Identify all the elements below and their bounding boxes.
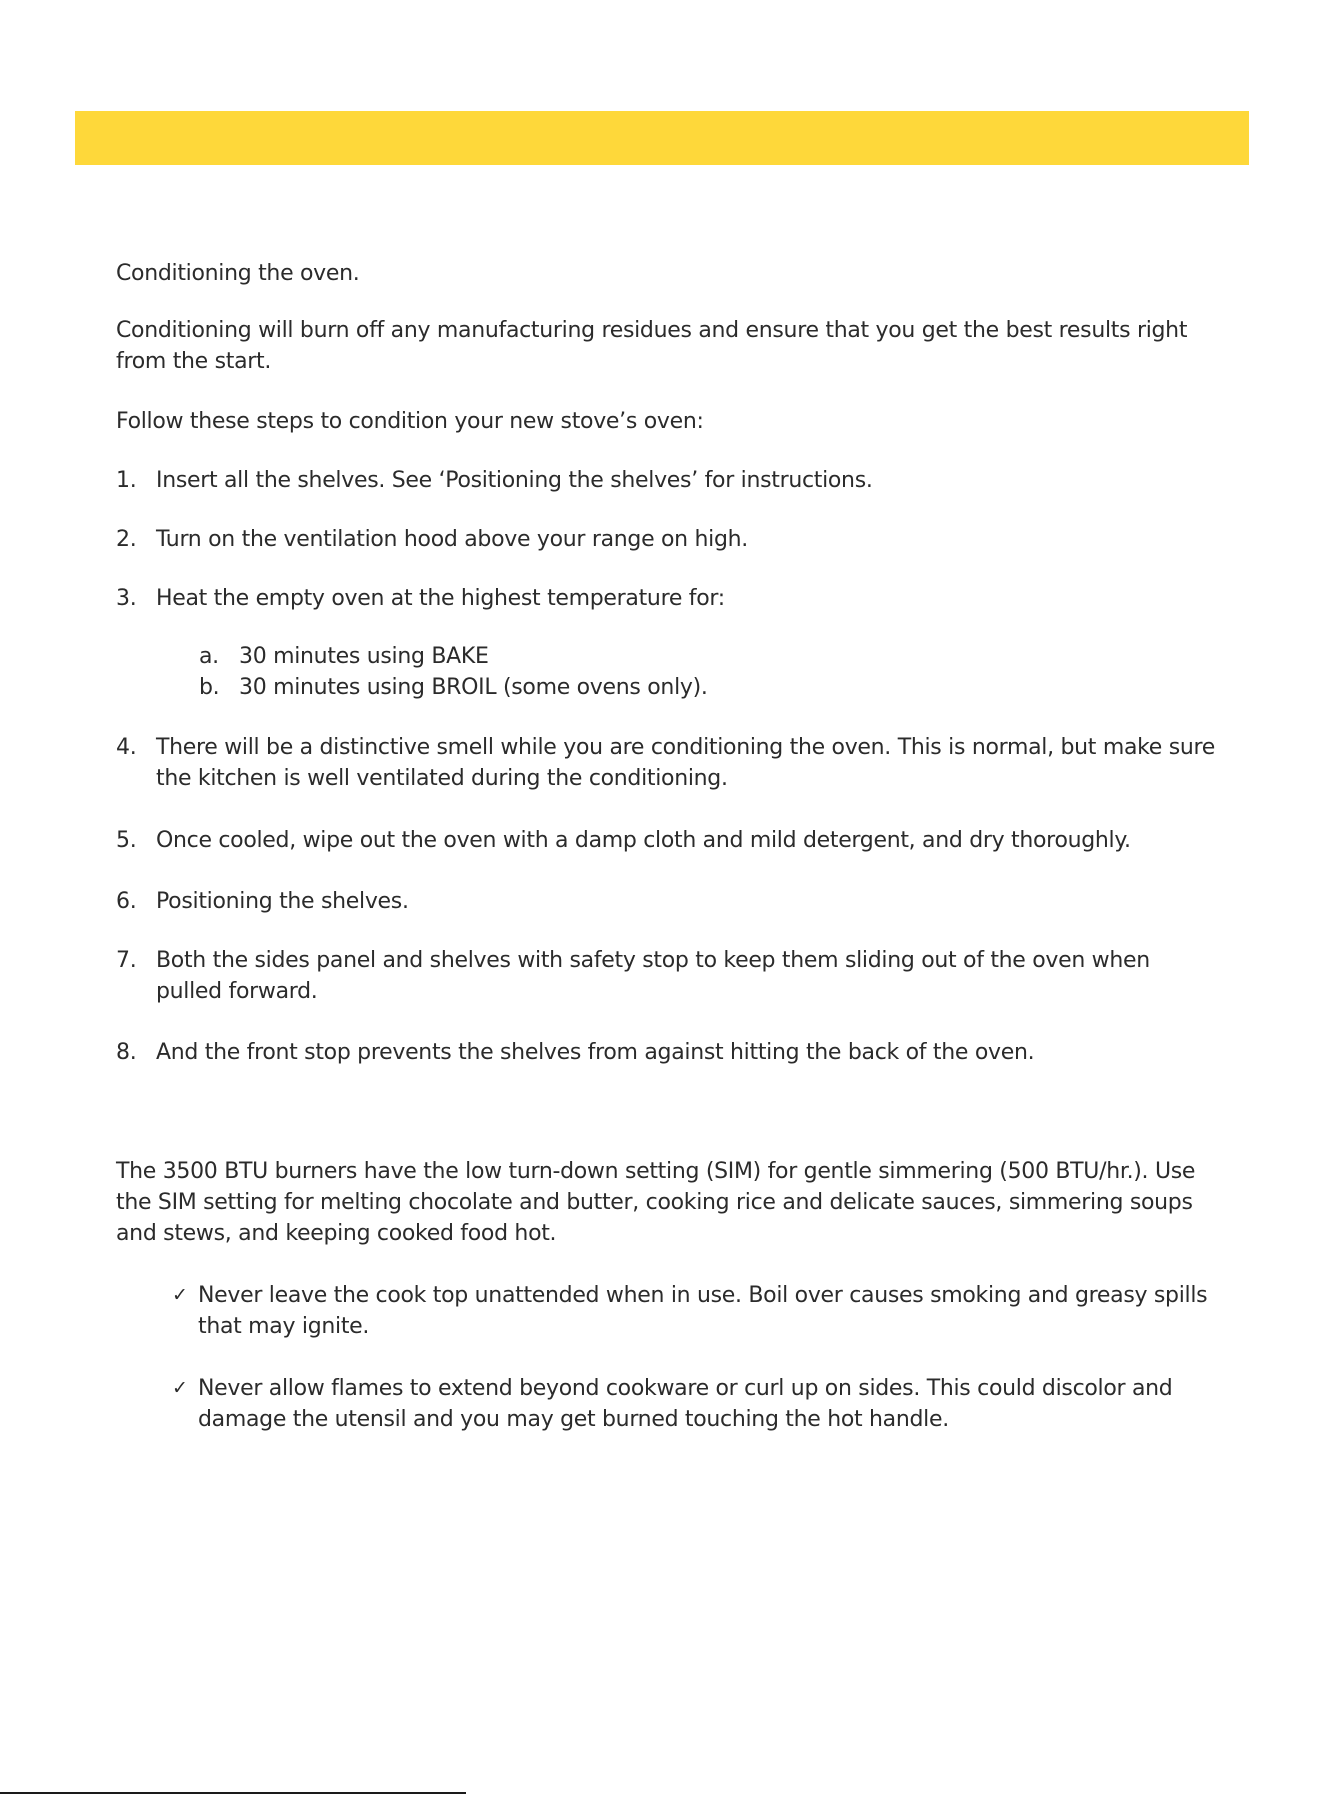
safety-warnings (116, 1280, 1216, 1435)
step-number: 6. (116, 889, 137, 914)
warning-text: Never leave the cook top unattended when in use. Boil over causes smoking and greasy spills that may ignite. (198, 1283, 1208, 1339)
sub-text: 30 minutes using BAKE (239, 644, 489, 669)
sub-letter: b. (199, 675, 220, 700)
sub-item (199, 672, 1216, 703)
steps-lead: Follow these steps to condition your new stove’s oven: (116, 409, 704, 434)
step-item (116, 825, 1216, 856)
sub-item (199, 641, 1216, 672)
step-text: Once cooled, wipe out the oven with a damp cloth and mild detergent, and dry thoroughly. (156, 828, 1131, 853)
step-item (116, 732, 1216, 794)
burners-paragraph: The 3500 BTU burners have the low turn-down setting (SIM) for gentle simmering (500 BTU/hr.). Use the SIM setting for melting chocolate and butter, cooking rice and delicate sauces, simmering soups and stews, and keeping cooked food hot. (116, 1159, 1196, 1246)
intro-paragraph: Conditioning will burn off any manufacturing residues and ensure that you get the best results right from the start. (116, 318, 1188, 374)
header-banner (75, 111, 1249, 165)
step-text: And the front stop prevents the shelves from against hitting the back of the oven. (156, 1040, 1035, 1065)
warning-item (172, 1373, 1216, 1435)
step-text: There will be a distinctive smell while you are conditioning the oven. This is normal, but make sure the kitchen is well ventilated during the conditioning. (156, 735, 1216, 791)
conditioning-steps (116, 465, 1216, 1068)
step-text: Turn on the ventilation hood above your range on high. (156, 527, 748, 552)
step-number: 5. (116, 828, 137, 853)
step-item (116, 465, 1216, 496)
checkmark-icon: ✓ (172, 1377, 188, 1399)
step-item (116, 945, 1216, 1007)
section-title: Conditioning the oven. (116, 261, 360, 286)
step-number: 8. (116, 1040, 137, 1065)
warning-item (172, 1280, 1216, 1342)
warning-text: Never allow flames to extend beyond cookware or curl up on sides. This could discolor and damage the utensil and you may get burned touching the hot handle. (198, 1376, 1173, 1432)
step-sub-list (116, 641, 1216, 703)
step-number: 1. (116, 468, 137, 493)
sub-letter: a. (199, 644, 219, 669)
sub-text: 30 minutes using BROIL (some ovens only). (239, 675, 708, 700)
step-text: Both the sides panel and shelves with safety stop to keep them sliding out of the oven when pulled forward. (156, 948, 1150, 1004)
footer-rule (0, 1792, 466, 1794)
step-item (116, 1037, 1216, 1068)
document-body (116, 258, 1216, 1435)
step-item (116, 583, 1216, 703)
step-number: 7. (116, 948, 137, 973)
checkmark-icon: ✓ (172, 1284, 188, 1306)
step-text: Heat the empty oven at the highest temperature for: (156, 586, 725, 611)
step-item (116, 524, 1216, 555)
step-text: Positioning the shelves. (156, 889, 409, 914)
step-number: 4. (116, 735, 137, 760)
step-number: 2. (116, 527, 137, 552)
step-number: 3. (116, 586, 137, 611)
step-text: Insert all the shelves. See ‘Positioning the shelves’ for instructions. (156, 468, 873, 493)
step-item (116, 886, 1216, 917)
